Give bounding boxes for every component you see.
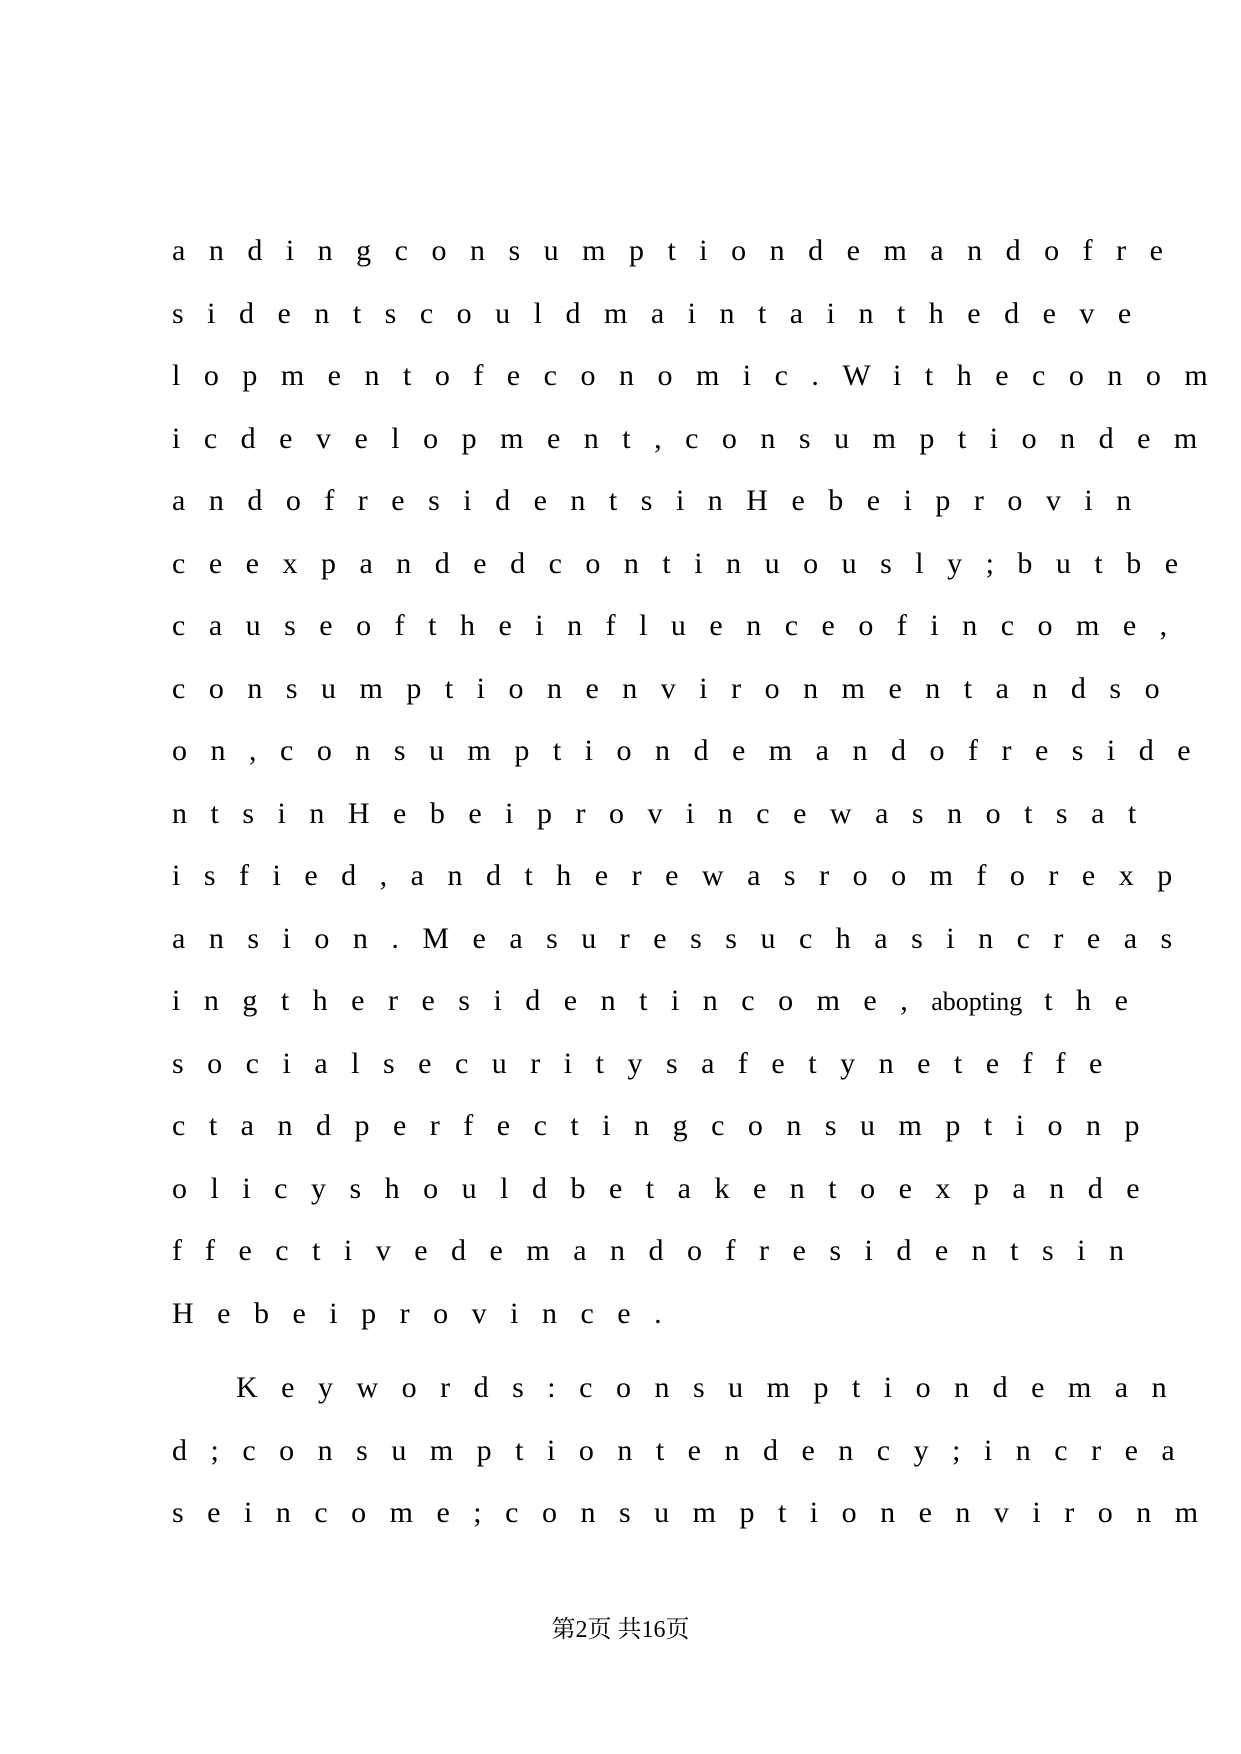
abstract-line-text: ingtheresidentincome, — [172, 984, 932, 1017]
abstract-body — [172, 234, 1232, 1561]
abstract-line: ansion.Measuressuchasincreas — [172, 921, 1196, 955]
abstract-line: Hebeiprovince. — [172, 1296, 686, 1330]
abstract-line: olicyshouldbetakentoexpande — [172, 1171, 1164, 1205]
abstract-line: socialsecuritysafetyneteffe — [172, 1046, 1126, 1080]
abstract-line: ntsinHebeiprovincewasnotsat — [172, 796, 1160, 830]
abstract-line: ceexpandedcontinuously;butbe — [172, 546, 1202, 580]
abstract-line: andofresidentsinHebeiprovin — [172, 484, 1155, 517]
abstract-line-compact-word: abopting — [931, 987, 1023, 1016]
keywords-line: Keywords:consumptiondeman — [236, 1371, 1191, 1404]
abstract-line-text: the — [1044, 984, 1152, 1017]
abstract-line: andingconsumptiondemandofre — [172, 234, 1187, 267]
abstract-line: on,consumptiondemandofreside — [172, 734, 1215, 767]
page-number-footer: 第2页 共16页 — [551, 1617, 690, 1643]
keywords-line: seincome;consumptionenvironm — [172, 1496, 1222, 1529]
abstract-line: sidentscouldmaintainthedeve — [172, 296, 1155, 330]
abstract-line: ffectivedemandofresidentsin — [172, 1234, 1148, 1267]
abstract-line: consumptionenvironmentandso — [172, 671, 1184, 705]
keywords-line: d;consumptiontendency;increa — [172, 1433, 1199, 1467]
abstract-line: icdevelopment,consumptiondem — [172, 421, 1221, 455]
abstract-line: ctandperfectingconsumptionp — [172, 1109, 1164, 1142]
abstract-line: causeoftheinfluenceofincome, — [172, 609, 1191, 642]
abstract-line: isfied,andtherewasroomforexp — [172, 859, 1196, 892]
abstract-line: lopmentofeconomic.Witheconom — [172, 359, 1232, 392]
abstract-line — [172, 984, 1152, 1049]
